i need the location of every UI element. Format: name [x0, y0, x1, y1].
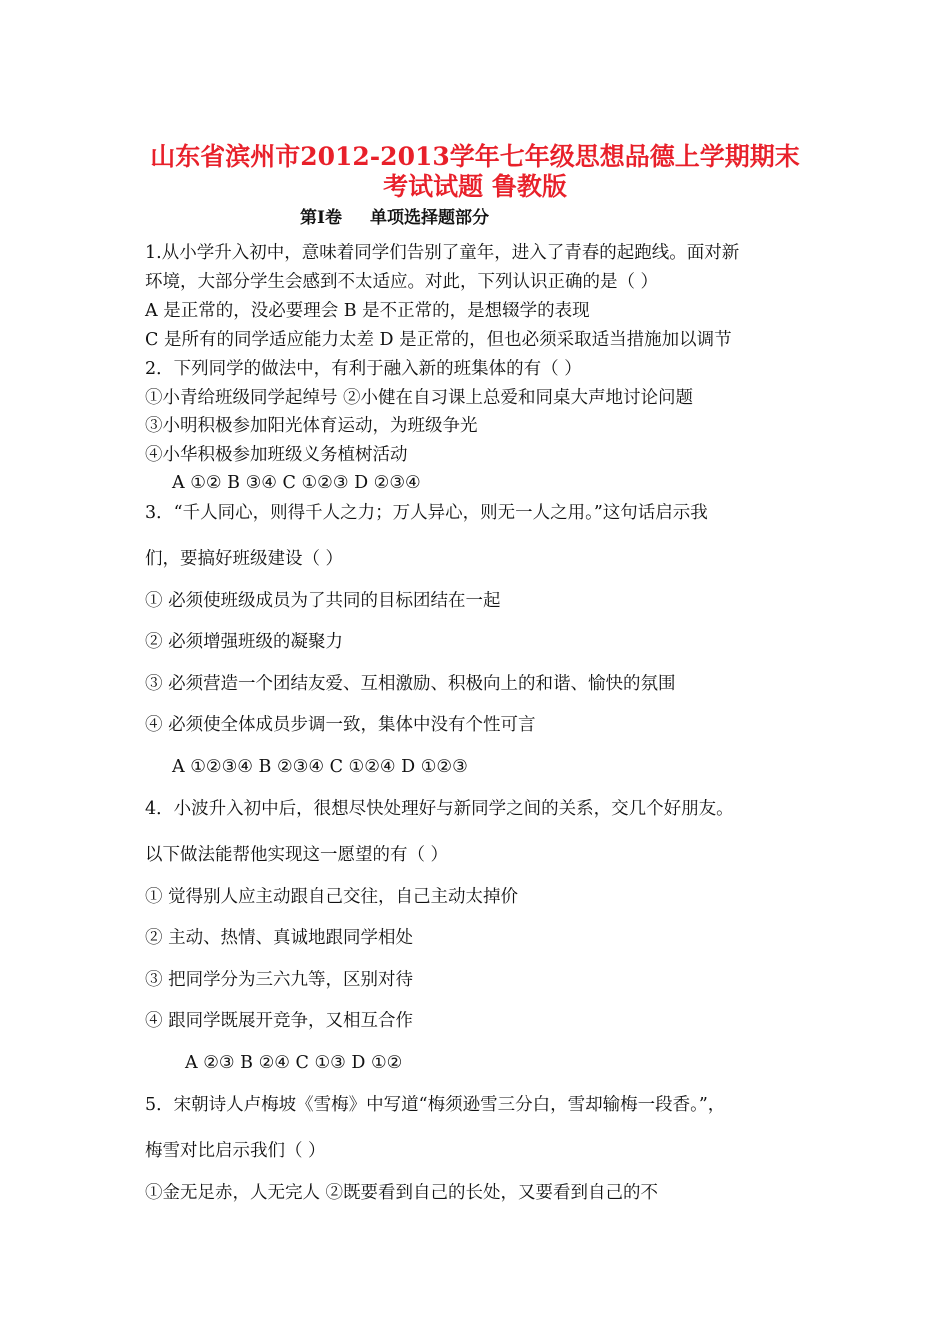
section-name-label: 单项选择题部分 [369, 208, 489, 228]
question-3-item-1: ① 必须使班级成员为了共同的目标团结在一起 [145, 591, 501, 611]
question-4-stem-line-1: 4．小波升入初中后，很想尽快处理好与新同学之间的关系，交几个好朋友。 [145, 799, 734, 819]
question-4-answers: A ②③ B ②④ C ①③ D ①② [185, 1053, 403, 1073]
question-4-stem-line-2: 以下做法能帮他实现这一愿望的有（ ） [145, 845, 449, 865]
question-2-item-12: ①小青给班级同学起绰号 ②小健在自习课上总爱和同桌大声地讨论问题 [145, 388, 694, 408]
question-1-stem-line-2: 环境，大部分学生会感到不太适应。对此，下列认识正确的是（ ） [145, 272, 659, 292]
section-part-label: 第Ⅰ卷 [300, 208, 342, 228]
question-2-item-4: ④小华积极参加班级义务植树活动 [145, 445, 408, 465]
document-title-line-2: 考试试题 鲁教版 [383, 172, 567, 201]
question-2-item-3: ③小明积极参加阳光体育运动，为班级争光 [145, 416, 478, 436]
question-2-stem: 2．下列同学的做法中，有利于融入新的班集体的有（ ） [145, 359, 582, 379]
question-5-items-12: ①金无足赤，人无完人 ②既要看到自己的长处，又要看到自己的不 [145, 1183, 659, 1203]
question-3-item-4: ④ 必须使全体成员步调一致，集体中没有个性可言 [145, 715, 536, 735]
question-3-stem-line-1: 3．“千人同心，则得千人之力；万人异心，则无一人之用。”这句话启示我 [145, 503, 708, 523]
question-1-options-ab: A 是正常的，没必要理会 B 是不正常的，是想辍学的表现 [145, 301, 590, 321]
document-title-line-1: 山东省滨州市2012-2013学年七年级思想品德上学期期末 [150, 142, 800, 171]
question-4-item-3: ③ 把同学分为三六九等，区别对待 [145, 970, 414, 990]
question-3-item-3: ③ 必须营造一个团结友爱、互相激励、积极向上的和谐、愉快的氛围 [145, 674, 676, 694]
question-4-item-4: ④ 跟同学既展开竞争，又相互合作 [145, 1011, 414, 1031]
question-4-item-2: ② 主动、热情、真诚地跟同学相处 [145, 928, 414, 948]
question-4-item-1: ① 觉得别人应主动跟自己交往，自己主动太掉价 [145, 887, 519, 907]
question-3-stem-line-2: 们，要搞好班级建设（ ） [145, 549, 344, 569]
question-1-options-cd: C 是所有的同学适应能力太差 D 是正常的，但也必须采取适当措施加以调节 [145, 330, 732, 350]
question-1-stem-line-1: 1.从小学升入初中，意味着同学们告别了童年，进入了青春的起跑线。面对新 [145, 243, 740, 263]
question-2-answers: A ①② B ③④ C ①②③ D ②③④ [172, 473, 421, 493]
question-3-answers: A ①②③④ B ②③④ C ①②④ D ①②③ [172, 757, 468, 777]
question-5-stem-line-2: 梅雪对比启示我们（ ） [145, 1141, 326, 1161]
section-heading [300, 203, 489, 228]
question-5-stem-line-1: 5．宋朝诗人卢梅坡《雪梅》中写道“梅须逊雪三分白，雪却输梅一段香。”， [145, 1095, 726, 1115]
question-3-item-2: ② 必须增强班级的凝聚力 [145, 632, 344, 652]
